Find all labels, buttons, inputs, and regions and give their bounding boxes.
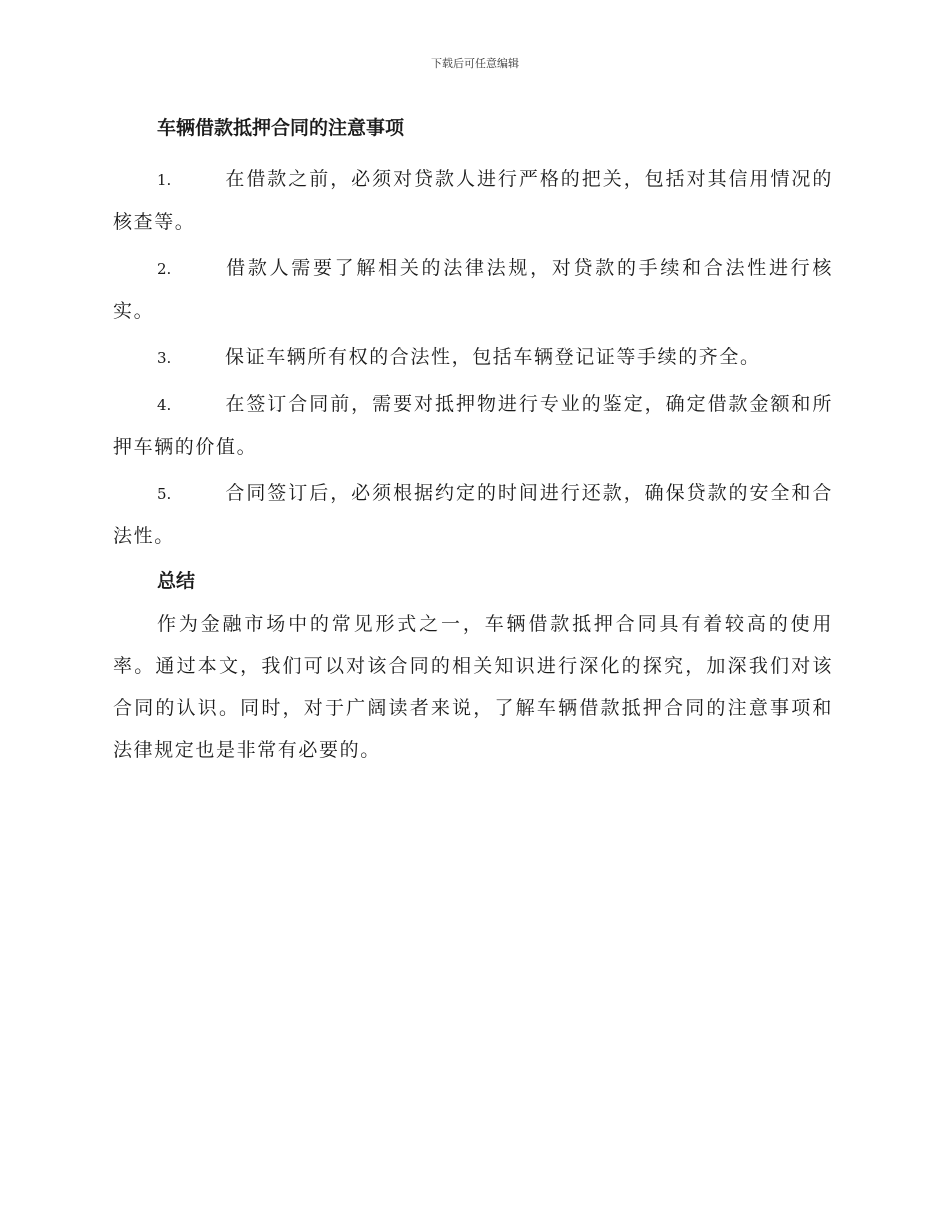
list-item-text: 合同签订后，必须根据约定的时间进行还款，确保贷款的安全和合法性。 [113, 482, 833, 547]
list-item [113, 247, 833, 332]
list-item-text: 保证车辆所有权的合法性，包括车辆登记证等手续的齐全。 [225, 346, 761, 368]
list-item-number: 4. [157, 396, 172, 414]
list-item-number: 1. [157, 171, 172, 189]
header-note: 下载后可任意编辑 [431, 57, 519, 70]
list-item-number: 2. [157, 260, 172, 278]
list-item-text: 在借款之前，必须对贷款人进行严格的把关，包括对其信用情况的核查等。 [113, 168, 833, 233]
section-heading-precautions: 车辆借款抵押合同的注意事项 [157, 117, 405, 139]
list-item [113, 158, 833, 243]
section-heading-summary: 总结 [157, 570, 196, 592]
list-item-number: 5. [157, 485, 172, 503]
spacer [113, 146, 833, 154]
list-item [113, 336, 833, 379]
list-item-number: 3. [157, 349, 172, 367]
list-item [113, 472, 833, 557]
list-item [113, 383, 833, 468]
document-content [113, 110, 833, 771]
summary-paragraph: 作为金融市场中的常见形式之一，车辆借款抵押合同具有着较高的使用率。通过本文，我们可以对该合同的相关知识进行深化的探究，加深我们对该合同的认识。同时，对于广阔读者来说，了解车辆借款抵押合同的注意事项和法律规定也是非常有必要的。 [113, 613, 833, 761]
list-item-text: 在签订合同前，需要对抵押物进行专业的鉴定，确定借款金额和所押车辆的价值。 [113, 393, 833, 458]
list-item-text: 借款人需要了解相关的法律法规，对贷款的手续和合法性进行核实。 [113, 257, 833, 322]
